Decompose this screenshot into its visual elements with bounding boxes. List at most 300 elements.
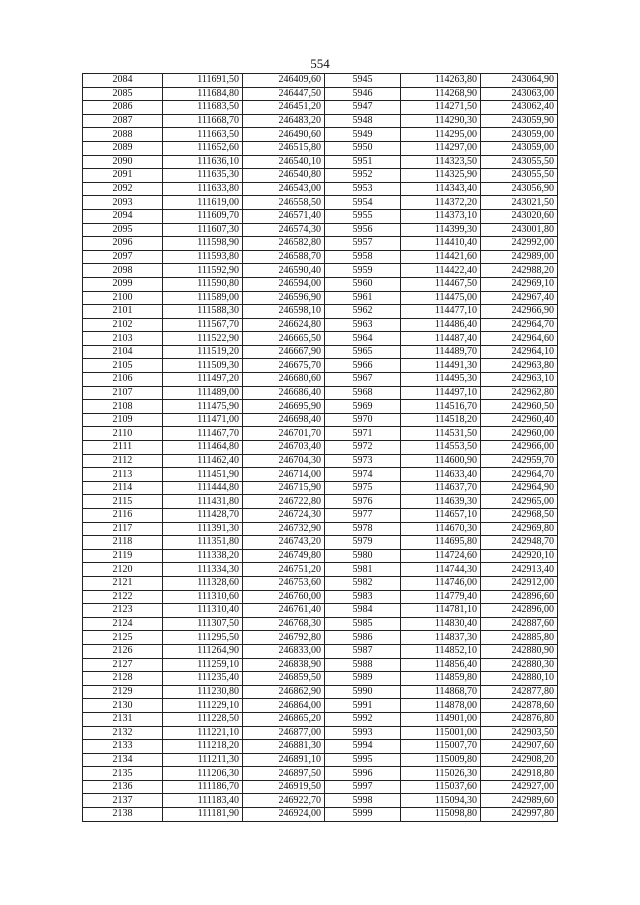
- y-coordinate-left: 246590,40: [243, 264, 325, 278]
- point-number-left: 2098: [83, 264, 163, 278]
- point-number-left: 2087: [83, 114, 163, 128]
- y-coordinate-right: 242964,70: [481, 468, 558, 482]
- x-coordinate-left: 111497,20: [163, 373, 243, 387]
- x-coordinate-right: 114295,00: [401, 128, 481, 142]
- x-coordinate-left: 111471,00: [163, 413, 243, 427]
- x-coordinate-left: 111228,50: [163, 712, 243, 726]
- point-number-left: 2099: [83, 277, 163, 291]
- point-number-left: 2108: [83, 400, 163, 414]
- table-row: [83, 536, 558, 550]
- x-coordinate-left: 111691,50: [163, 74, 243, 88]
- coordinates-table: [82, 73, 558, 822]
- point-number-right: 5950: [325, 141, 401, 155]
- point-number-left: 2105: [83, 359, 163, 373]
- y-coordinate-left: 246574,30: [243, 223, 325, 237]
- point-number-left: 2101: [83, 305, 163, 319]
- y-coordinate-left: 246451,20: [243, 101, 325, 115]
- x-coordinate-right: 115026,30: [401, 767, 481, 781]
- point-number-left: 2127: [83, 658, 163, 672]
- x-coordinate-left: 111235,40: [163, 672, 243, 686]
- point-number-left: 2129: [83, 685, 163, 699]
- x-coordinate-left: 111489,00: [163, 386, 243, 400]
- point-number-right: 5958: [325, 250, 401, 264]
- x-coordinate-left: 111206,30: [163, 767, 243, 781]
- point-number-right: 5964: [325, 332, 401, 346]
- y-coordinate-left: 246540,10: [243, 155, 325, 169]
- y-coordinate-left: 246768,30: [243, 617, 325, 631]
- point-number-left: 2125: [83, 631, 163, 645]
- y-coordinate-right: 242989,60: [481, 794, 558, 808]
- y-coordinate-right: 242877,80: [481, 685, 558, 699]
- y-coordinate-left: 246877,00: [243, 726, 325, 740]
- y-coordinate-left: 246838,90: [243, 658, 325, 672]
- y-coordinate-right: 242880,30: [481, 658, 558, 672]
- x-coordinate-right: 114868,70: [401, 685, 481, 699]
- point-number-left: 2133: [83, 740, 163, 754]
- y-coordinate-right: 242964,10: [481, 345, 558, 359]
- point-number-left: 2110: [83, 427, 163, 441]
- table-row: [83, 155, 558, 169]
- y-coordinate-right: 242959,70: [481, 454, 558, 468]
- point-number-right: 5969: [325, 400, 401, 414]
- table-row: [83, 617, 558, 631]
- y-coordinate-right: 242963,80: [481, 359, 558, 373]
- y-coordinate-left: 246897,50: [243, 767, 325, 781]
- point-number-left: 2117: [83, 522, 163, 536]
- y-coordinate-right: 243021,50: [481, 196, 558, 210]
- table-row: [83, 685, 558, 699]
- x-coordinate-right: 115001,00: [401, 726, 481, 740]
- point-number-left: 2091: [83, 169, 163, 183]
- y-coordinate-left: 246686,40: [243, 386, 325, 400]
- y-coordinate-left: 246695,90: [243, 400, 325, 414]
- y-coordinate-right: 242969,10: [481, 277, 558, 291]
- point-number-right: 5959: [325, 264, 401, 278]
- y-coordinate-right: 243055,50: [481, 169, 558, 183]
- table-row: [83, 359, 558, 373]
- table-row: [83, 87, 558, 101]
- x-coordinate-left: 111519,20: [163, 345, 243, 359]
- x-coordinate-right: 114399,30: [401, 223, 481, 237]
- point-number-right: 5962: [325, 305, 401, 319]
- y-coordinate-left: 246543,00: [243, 182, 325, 196]
- y-coordinate-left: 246596,90: [243, 291, 325, 305]
- x-coordinate-left: 111663,50: [163, 128, 243, 142]
- table-row: [83, 522, 558, 536]
- x-coordinate-right: 114268,90: [401, 87, 481, 101]
- x-coordinate-left: 111310,60: [163, 590, 243, 604]
- x-coordinate-left: 111307,50: [163, 617, 243, 631]
- table-row: [83, 196, 558, 210]
- point-number-right: 5987: [325, 644, 401, 658]
- point-number-left: 2093: [83, 196, 163, 210]
- x-coordinate-left: 111590,80: [163, 277, 243, 291]
- y-coordinate-right: 243055,50: [481, 155, 558, 169]
- point-number-left: 2113: [83, 468, 163, 482]
- y-coordinate-left: 246761,40: [243, 604, 325, 618]
- x-coordinate-left: 111522,90: [163, 332, 243, 346]
- x-coordinate-right: 114837,30: [401, 631, 481, 645]
- x-coordinate-left: 111295,50: [163, 631, 243, 645]
- y-coordinate-left: 246703,40: [243, 441, 325, 455]
- point-number-left: 2103: [83, 332, 163, 346]
- point-number-left: 2122: [83, 590, 163, 604]
- x-coordinate-left: 111338,20: [163, 549, 243, 563]
- y-coordinate-right: 242967,40: [481, 291, 558, 305]
- point-number-left: 2095: [83, 223, 163, 237]
- table-row: [83, 699, 558, 713]
- y-coordinate-left: 246540,80: [243, 169, 325, 183]
- point-number-right: 5970: [325, 413, 401, 427]
- x-coordinate-left: 111652,60: [163, 141, 243, 155]
- table-row: [83, 386, 558, 400]
- table-row: [83, 468, 558, 482]
- x-coordinate-right: 114901,00: [401, 712, 481, 726]
- y-coordinate-left: 246743,20: [243, 536, 325, 550]
- x-coordinate-right: 114657,10: [401, 509, 481, 523]
- x-coordinate-left: 111259,10: [163, 658, 243, 672]
- point-number-right: 5980: [325, 549, 401, 563]
- x-coordinate-left: 111593,80: [163, 250, 243, 264]
- point-number-left: 2088: [83, 128, 163, 142]
- x-coordinate-right: 114779,40: [401, 590, 481, 604]
- x-coordinate-right: 114852,10: [401, 644, 481, 658]
- y-coordinate-right: 242887,60: [481, 617, 558, 631]
- y-coordinate-left: 246749,80: [243, 549, 325, 563]
- y-coordinate-right: 242903,50: [481, 726, 558, 740]
- y-coordinate-left: 246594,00: [243, 277, 325, 291]
- point-number-left: 2100: [83, 291, 163, 305]
- y-coordinate-left: 246714,00: [243, 468, 325, 482]
- y-coordinate-right: 242896,00: [481, 604, 558, 618]
- x-coordinate-right: 114410,40: [401, 237, 481, 251]
- table-row: [83, 250, 558, 264]
- x-coordinate-right: 114486,40: [401, 318, 481, 332]
- y-coordinate-right: 242964,70: [481, 318, 558, 332]
- y-coordinate-right: 242964,60: [481, 332, 558, 346]
- y-coordinate-right: 243063,00: [481, 87, 558, 101]
- x-coordinate-right: 114323,50: [401, 155, 481, 169]
- x-coordinate-left: 111598,90: [163, 237, 243, 251]
- y-coordinate-right: 242963,10: [481, 373, 558, 387]
- table-row: [83, 481, 558, 495]
- y-coordinate-left: 246704,30: [243, 454, 325, 468]
- y-coordinate-left: 246833,00: [243, 644, 325, 658]
- x-coordinate-left: 111567,70: [163, 318, 243, 332]
- x-coordinate-right: 114489,70: [401, 345, 481, 359]
- point-number-right: 5957: [325, 237, 401, 251]
- point-number-right: 5986: [325, 631, 401, 645]
- x-coordinate-left: 111668,70: [163, 114, 243, 128]
- point-number-right: 5963: [325, 318, 401, 332]
- point-number-right: 5998: [325, 794, 401, 808]
- y-coordinate-left: 246665,50: [243, 332, 325, 346]
- point-number-left: 2128: [83, 672, 163, 686]
- table-row: [83, 318, 558, 332]
- point-number-left: 2136: [83, 780, 163, 794]
- y-coordinate-left: 246732,90: [243, 522, 325, 536]
- point-number-right: 5993: [325, 726, 401, 740]
- x-coordinate-right: 114531,50: [401, 427, 481, 441]
- y-coordinate-right: 242880,10: [481, 672, 558, 686]
- x-coordinate-left: 111310,40: [163, 604, 243, 618]
- point-number-left: 2109: [83, 413, 163, 427]
- x-coordinate-right: 114744,30: [401, 563, 481, 577]
- point-number-right: 5982: [325, 576, 401, 590]
- point-number-left: 2120: [83, 563, 163, 577]
- x-coordinate-right: 114491,30: [401, 359, 481, 373]
- y-coordinate-right: 243064,90: [481, 74, 558, 88]
- y-coordinate-right: 242880,90: [481, 644, 558, 658]
- y-coordinate-right: 242989,00: [481, 250, 558, 264]
- x-coordinate-right: 114467,50: [401, 277, 481, 291]
- point-number-right: 5988: [325, 658, 401, 672]
- y-coordinate-left: 246753,60: [243, 576, 325, 590]
- point-number-left: 2085: [83, 87, 163, 101]
- y-coordinate-right: 242964,90: [481, 481, 558, 495]
- y-coordinate-left: 246667,90: [243, 345, 325, 359]
- table-row: [83, 427, 558, 441]
- point-number-right: 5965: [325, 345, 401, 359]
- point-number-right: 5976: [325, 495, 401, 509]
- x-coordinate-right: 115037,60: [401, 780, 481, 794]
- x-coordinate-right: 114373,10: [401, 209, 481, 223]
- table-row: [83, 169, 558, 183]
- y-coordinate-left: 246722,80: [243, 495, 325, 509]
- point-number-left: 2084: [83, 74, 163, 88]
- point-number-left: 2114: [83, 481, 163, 495]
- y-coordinate-right: 242992,00: [481, 237, 558, 251]
- table-row: [83, 141, 558, 155]
- page-number: 554: [310, 56, 330, 71]
- point-number-left: 2126: [83, 644, 163, 658]
- x-coordinate-left: 111464,80: [163, 441, 243, 455]
- x-coordinate-right: 114372,20: [401, 196, 481, 210]
- point-number-left: 2102: [83, 318, 163, 332]
- y-coordinate-right: 243062,40: [481, 101, 558, 115]
- table-row: [83, 101, 558, 115]
- point-number-right: 5953: [325, 182, 401, 196]
- y-coordinate-right: 242907,60: [481, 740, 558, 754]
- x-coordinate-right: 115098,80: [401, 808, 481, 822]
- y-coordinate-right: 243001,80: [481, 223, 558, 237]
- point-number-left: 2104: [83, 345, 163, 359]
- table-row: [83, 209, 558, 223]
- table-row: [83, 291, 558, 305]
- point-number-right: 5995: [325, 753, 401, 767]
- table-row: [83, 182, 558, 196]
- point-number-right: 5974: [325, 468, 401, 482]
- y-coordinate-right: 242960,00: [481, 427, 558, 441]
- x-coordinate-right: 114325,90: [401, 169, 481, 183]
- y-coordinate-left: 246483,20: [243, 114, 325, 128]
- point-number-left: 2090: [83, 155, 163, 169]
- table-row: [83, 549, 558, 563]
- y-coordinate-right: 242997,80: [481, 808, 558, 822]
- y-coordinate-left: 246715,90: [243, 481, 325, 495]
- table-row: [83, 726, 558, 740]
- x-coordinate-right: 114516,70: [401, 400, 481, 414]
- point-number-left: 2086: [83, 101, 163, 115]
- point-number-left: 2107: [83, 386, 163, 400]
- x-coordinate-left: 111589,00: [163, 291, 243, 305]
- y-coordinate-left: 246924,00: [243, 808, 325, 822]
- y-coordinate-left: 246922,70: [243, 794, 325, 808]
- point-number-left: 2135: [83, 767, 163, 781]
- x-coordinate-right: 114421,60: [401, 250, 481, 264]
- point-number-right: 5956: [325, 223, 401, 237]
- x-coordinate-right: 114670,30: [401, 522, 481, 536]
- point-number-right: 5990: [325, 685, 401, 699]
- x-coordinate-left: 111588,30: [163, 305, 243, 319]
- table-row: [83, 495, 558, 509]
- table-row: [83, 345, 558, 359]
- table-row: [83, 264, 558, 278]
- table-row: [83, 441, 558, 455]
- y-coordinate-right: 242969,80: [481, 522, 558, 536]
- y-coordinate-right: 242962,80: [481, 386, 558, 400]
- point-number-right: 5954: [325, 196, 401, 210]
- y-coordinate-right: 243056,90: [481, 182, 558, 196]
- x-coordinate-right: 114487,40: [401, 332, 481, 346]
- table-row: [83, 400, 558, 414]
- point-number-left: 2123: [83, 604, 163, 618]
- y-coordinate-left: 246792,80: [243, 631, 325, 645]
- point-number-left: 2112: [83, 454, 163, 468]
- point-number-right: 5968: [325, 386, 401, 400]
- table-body: [83, 74, 558, 822]
- point-number-right: 5945: [325, 74, 401, 88]
- y-coordinate-right: 242966,00: [481, 441, 558, 455]
- x-coordinate-left: 111183,40: [163, 794, 243, 808]
- point-number-right: 5977: [325, 509, 401, 523]
- table-row: [83, 604, 558, 618]
- point-number-right: 5975: [325, 481, 401, 495]
- table-row: [83, 672, 558, 686]
- x-coordinate-right: 114746,00: [401, 576, 481, 590]
- y-coordinate-right: 243059,00: [481, 141, 558, 155]
- x-coordinate-left: 111607,30: [163, 223, 243, 237]
- point-number-right: 5997: [325, 780, 401, 794]
- x-coordinate-right: 114495,30: [401, 373, 481, 387]
- table-row: [83, 712, 558, 726]
- x-coordinate-right: 114477,10: [401, 305, 481, 319]
- y-coordinate-right: 243059,00: [481, 128, 558, 142]
- y-coordinate-right: 242908,20: [481, 753, 558, 767]
- table-row: [83, 767, 558, 781]
- table-row: [83, 576, 558, 590]
- x-coordinate-right: 114475,00: [401, 291, 481, 305]
- x-coordinate-left: 111351,80: [163, 536, 243, 550]
- y-coordinate-right: 242960,50: [481, 400, 558, 414]
- y-coordinate-right: 242920,10: [481, 549, 558, 563]
- point-number-right: 5985: [325, 617, 401, 631]
- x-coordinate-left: 111444,80: [163, 481, 243, 495]
- x-coordinate-left: 111509,30: [163, 359, 243, 373]
- point-number-right: 5961: [325, 291, 401, 305]
- x-coordinate-right: 114724,60: [401, 549, 481, 563]
- y-coordinate-left: 246698,40: [243, 413, 325, 427]
- point-number-left: 2115: [83, 495, 163, 509]
- point-number-left: 2124: [83, 617, 163, 631]
- point-number-left: 2111: [83, 441, 163, 455]
- x-coordinate-left: 111264,90: [163, 644, 243, 658]
- y-coordinate-left: 246558,50: [243, 196, 325, 210]
- x-coordinate-left: 111592,90: [163, 264, 243, 278]
- table-row: [83, 780, 558, 794]
- x-coordinate-right: 114695,80: [401, 536, 481, 550]
- x-coordinate-left: 111211,30: [163, 753, 243, 767]
- table-row: [83, 114, 558, 128]
- y-coordinate-right: 242878,60: [481, 699, 558, 713]
- y-coordinate-left: 246865,20: [243, 712, 325, 726]
- y-coordinate-right: 242948,70: [481, 536, 558, 550]
- point-number-right: 5994: [325, 740, 401, 754]
- x-coordinate-left: 111467,70: [163, 427, 243, 441]
- table-row: [83, 753, 558, 767]
- point-number-right: 5948: [325, 114, 401, 128]
- x-coordinate-right: 114633,40: [401, 468, 481, 482]
- point-number-left: 2121: [83, 576, 163, 590]
- x-coordinate-right: 114497,10: [401, 386, 481, 400]
- x-coordinate-left: 111428,70: [163, 509, 243, 523]
- x-coordinate-right: 114781,10: [401, 604, 481, 618]
- table-row: [83, 808, 558, 822]
- x-coordinate-right: 114422,40: [401, 264, 481, 278]
- table-row: [83, 631, 558, 645]
- point-number-right: 5992: [325, 712, 401, 726]
- y-coordinate-right: 242960,40: [481, 413, 558, 427]
- point-number-left: 2116: [83, 509, 163, 523]
- y-coordinate-left: 246582,80: [243, 237, 325, 251]
- point-number-left: 2134: [83, 753, 163, 767]
- x-coordinate-left: 111229,10: [163, 699, 243, 713]
- x-coordinate-right: 114830,40: [401, 617, 481, 631]
- y-coordinate-right: 242968,50: [481, 509, 558, 523]
- x-coordinate-right: 114856,40: [401, 658, 481, 672]
- point-number-left: 2138: [83, 808, 163, 822]
- x-coordinate-left: 111334,30: [163, 563, 243, 577]
- point-number-right: 5967: [325, 373, 401, 387]
- x-coordinate-left: 111431,80: [163, 495, 243, 509]
- point-number-right: 5979: [325, 536, 401, 550]
- table-row: [83, 644, 558, 658]
- point-number-right: 5951: [325, 155, 401, 169]
- table-row: [83, 794, 558, 808]
- x-coordinate-left: 111181,90: [163, 808, 243, 822]
- y-coordinate-left: 246447,50: [243, 87, 325, 101]
- point-number-right: 5996: [325, 767, 401, 781]
- x-coordinate-left: 111684,80: [163, 87, 243, 101]
- table-row: [83, 413, 558, 427]
- y-coordinate-left: 246588,70: [243, 250, 325, 264]
- y-coordinate-right: 243020,60: [481, 209, 558, 223]
- table-row: [83, 305, 558, 319]
- x-coordinate-left: 111636,10: [163, 155, 243, 169]
- point-number-right: 5981: [325, 563, 401, 577]
- x-coordinate-left: 111609,70: [163, 209, 243, 223]
- x-coordinate-right: 114878,00: [401, 699, 481, 713]
- point-number-left: 2097: [83, 250, 163, 264]
- point-number-right: 5955: [325, 209, 401, 223]
- point-number-right: 5960: [325, 277, 401, 291]
- table-row: [83, 563, 558, 577]
- y-coordinate-left: 246859,50: [243, 672, 325, 686]
- y-coordinate-left: 246862,90: [243, 685, 325, 699]
- point-number-right: 5947: [325, 101, 401, 115]
- x-coordinate-left: 111391,30: [163, 522, 243, 536]
- y-coordinate-right: 242927,00: [481, 780, 558, 794]
